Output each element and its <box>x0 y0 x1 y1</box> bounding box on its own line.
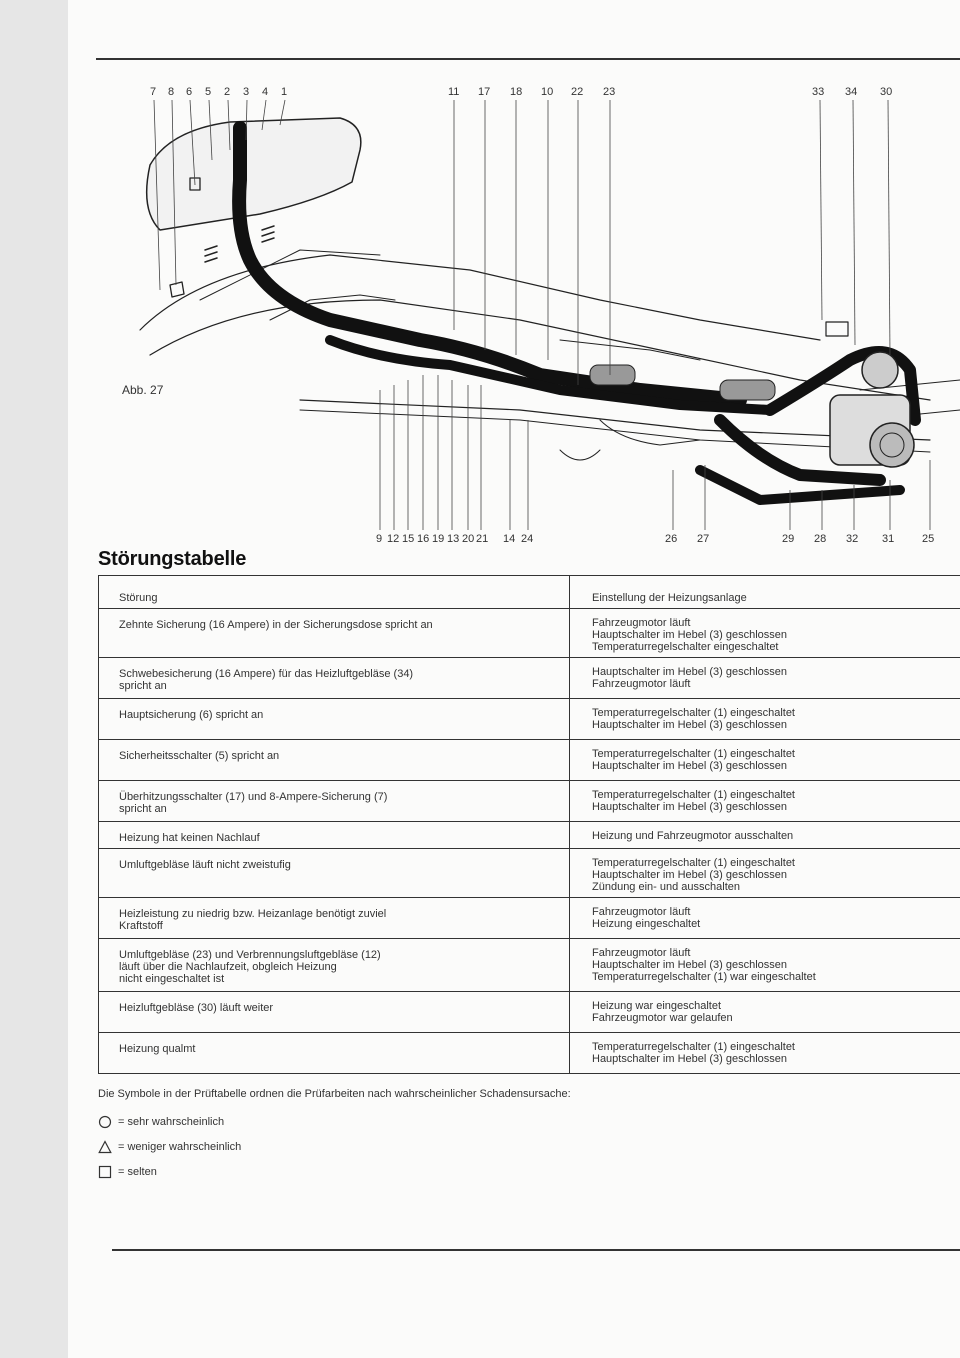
callout-number: 11 <box>448 86 460 98</box>
callout-number: 29 <box>782 533 795 545</box>
table-row <box>98 781 960 822</box>
fault-cell <box>98 699 570 739</box>
heater-system-diagram <box>0 0 960 560</box>
callout-number: 20 <box>462 533 475 545</box>
callout-number: 13 <box>447 533 460 545</box>
fault-text: Heizung qualmt <box>119 1043 196 1055</box>
fault-cell <box>98 822 570 848</box>
setting-cell <box>570 1033 960 1073</box>
table-row <box>98 699 960 740</box>
table-row <box>98 822 960 849</box>
setting-text: Heizung war eingeschaltet <box>592 1000 722 1012</box>
callout-number: 23 <box>603 86 616 98</box>
fault-text: Zehnte Sicherung (16 Ampere) in der Sicherungsdose spricht an <box>119 619 433 631</box>
setting-text: Temperaturregelschalter (1) war eingeschaltet <box>592 971 816 983</box>
column-header-fault: Störung <box>98 576 570 608</box>
setting-cell <box>570 609 960 657</box>
callout-number: 18 <box>510 86 523 98</box>
callout-number: 34 <box>845 86 858 98</box>
setting-text: Fahrzeugmotor läuft <box>592 947 691 959</box>
fault-text: Umluftgebläse läuft nicht zweistufig <box>119 859 291 871</box>
table-row <box>98 939 960 992</box>
fault-text: Umluftgebläse (23) und Verbrennungsluftgebläse (12) <box>119 949 381 961</box>
setting-text: Temperaturregelschalter eingeschaltet <box>592 641 779 653</box>
table-header-row <box>98 576 960 609</box>
callout-number: 5 <box>205 86 212 98</box>
legend-text: = sehr wahrscheinlich <box>118 1116 225 1128</box>
fault-text: läuft über die Nachlaufzeit, obgleich Heizung <box>119 961 337 973</box>
fault-cell <box>98 898 570 938</box>
callout-number: 3 <box>243 86 250 98</box>
callout-number: 30 <box>880 86 893 98</box>
setting-text: Fahrzeugmotor war gelaufen <box>592 1012 733 1024</box>
setting-text: Fahrzeugmotor läuft <box>592 906 691 918</box>
table-row <box>98 898 960 939</box>
callout-number: 28 <box>814 533 827 545</box>
fault-cell <box>98 992 570 1032</box>
table-row <box>98 609 960 658</box>
fault-text: Überhitzungsschalter (17) und 8-Ampere-Sicherung (7) <box>119 791 388 803</box>
triangle-icon <box>98 1140 112 1154</box>
setting-cell <box>570 658 960 698</box>
legend-item-less-likely <box>98 1140 241 1154</box>
callout-number: 21 <box>476 533 489 545</box>
setting-text: Hauptschalter im Hebel (3) geschlossen <box>592 959 788 971</box>
callout-number: 1 <box>281 86 288 98</box>
callout-number: 10 <box>541 86 554 98</box>
setting-text: Temperaturregelschalter (1) eingeschaltet <box>592 748 795 760</box>
callout-number: 17 <box>478 86 491 98</box>
callout-number: 2 <box>224 86 231 98</box>
legend-intro: Die Symbole in der Prüftabelle ordnen die Prüfarbeiten nach wahrscheinlicher Schadensursache: <box>98 1088 571 1100</box>
callout-number: 24 <box>521 533 534 545</box>
setting-text: Heizung und Fahrzeugmotor ausschalten <box>592 830 794 842</box>
setting-text: Temperaturregelschalter (1) eingeschaltet <box>592 1041 795 1053</box>
fault-table <box>98 575 960 1074</box>
table-row <box>98 658 960 699</box>
setting-cell <box>570 822 960 848</box>
fault-text: nicht eingeschaltet ist <box>119 973 225 985</box>
diagram-drawing <box>0 0 960 560</box>
callout-number: 12 <box>387 533 400 545</box>
setting-text: Temperaturregelschalter (1) eingeschaltet <box>592 707 795 719</box>
callout-number: 31 <box>882 533 895 545</box>
setting-text: Hauptschalter im Hebel (3) geschlossen <box>592 629 788 641</box>
callout-number: 8 <box>168 86 175 98</box>
setting-cell <box>570 939 960 991</box>
setting-cell <box>570 992 960 1032</box>
fault-text: Heizluftgebläse (30) läuft weiter <box>119 1002 274 1014</box>
fault-cell <box>98 849 570 897</box>
setting-text: Heizung eingeschaltet <box>592 918 701 930</box>
fault-text: Kraftstoff <box>119 920 163 932</box>
setting-text: Hauptschalter im Hebel (3) geschlossen <box>592 666 788 678</box>
fault-cell <box>98 1033 570 1073</box>
callout-number: 26 <box>665 533 678 545</box>
fault-cell <box>98 781 570 821</box>
fault-text: Sicherheitsschalter (5) spricht an <box>119 750 280 762</box>
square-icon <box>98 1165 112 1179</box>
callout-number: 25 <box>922 533 935 545</box>
fault-text: spricht an <box>119 680 167 692</box>
setting-cell <box>570 740 960 780</box>
table-row <box>98 992 960 1033</box>
legend-text: = weniger wahrscheinlich <box>118 1141 242 1153</box>
callout-number: 15 <box>402 533 415 545</box>
callout-number: 7 <box>150 86 157 98</box>
fault-text: Hauptsicherung (6) spricht an <box>119 709 264 721</box>
setting-cell <box>570 898 960 938</box>
setting-text: Fahrzeugmotor läuft <box>592 617 691 629</box>
setting-text: Hauptschalter im Hebel (3) geschlossen <box>592 801 788 813</box>
setting-text: Hauptschalter im Hebel (3) geschlossen <box>592 760 788 772</box>
fault-cell <box>98 658 570 698</box>
setting-text: Zündung ein- und ausschalten <box>592 881 740 893</box>
setting-text: Hauptschalter im Hebel (3) geschlossen <box>592 719 788 731</box>
fault-cell <box>98 939 570 991</box>
circle-icon <box>98 1115 112 1129</box>
callout-number: 22 <box>571 86 584 98</box>
callout-number: 14 <box>503 533 516 545</box>
callout-number: 32 <box>846 533 859 545</box>
fault-cell <box>98 609 570 657</box>
callout-number: 6 <box>186 86 193 98</box>
callout-number: 19 <box>432 533 445 545</box>
legend-item-very-likely <box>98 1115 224 1129</box>
callout-number: 4 <box>262 86 269 98</box>
setting-text: Temperaturregelschalter (1) eingeschaltet <box>592 857 795 869</box>
fault-text: spricht an <box>119 803 167 815</box>
setting-text: Hauptschalter im Hebel (3) geschlossen <box>592 869 788 881</box>
table-row <box>98 849 960 898</box>
setting-text: Fahrzeugmotor läuft <box>592 678 691 690</box>
callout-number: 16 <box>417 533 430 545</box>
column-header-setting: Einstellung der Heizungsanlage <box>592 592 747 604</box>
fault-text: Heizung hat keinen Nachlauf <box>119 832 260 844</box>
figure-label: Abb. 27 <box>122 383 164 397</box>
bottom-rule <box>112 1249 960 1251</box>
setting-cell <box>570 849 960 897</box>
setting-cell <box>570 781 960 821</box>
fault-text: Schwebesicherung (16 Ampere) für das Heizluftgebläse (34) <box>119 668 414 680</box>
legend-item-rare <box>98 1165 157 1179</box>
setting-cell <box>570 699 960 739</box>
fault-text: Heizleistung zu niedrig bzw. Heizanlage benötigt zuviel <box>119 908 387 920</box>
table-row <box>98 1033 960 1074</box>
callout-number: 27 <box>697 533 710 545</box>
section-title: Störungstabelle <box>98 548 247 570</box>
table-row <box>98 740 960 781</box>
setting-text: Temperaturregelschalter (1) eingeschaltet <box>592 789 795 801</box>
setting-text: Hauptschalter im Hebel (3) geschlossen <box>592 1053 788 1065</box>
fault-cell <box>98 740 570 780</box>
callout-number: 33 <box>812 86 825 98</box>
callout-number: 9 <box>376 533 383 545</box>
legend-text: = selten <box>118 1166 157 1178</box>
